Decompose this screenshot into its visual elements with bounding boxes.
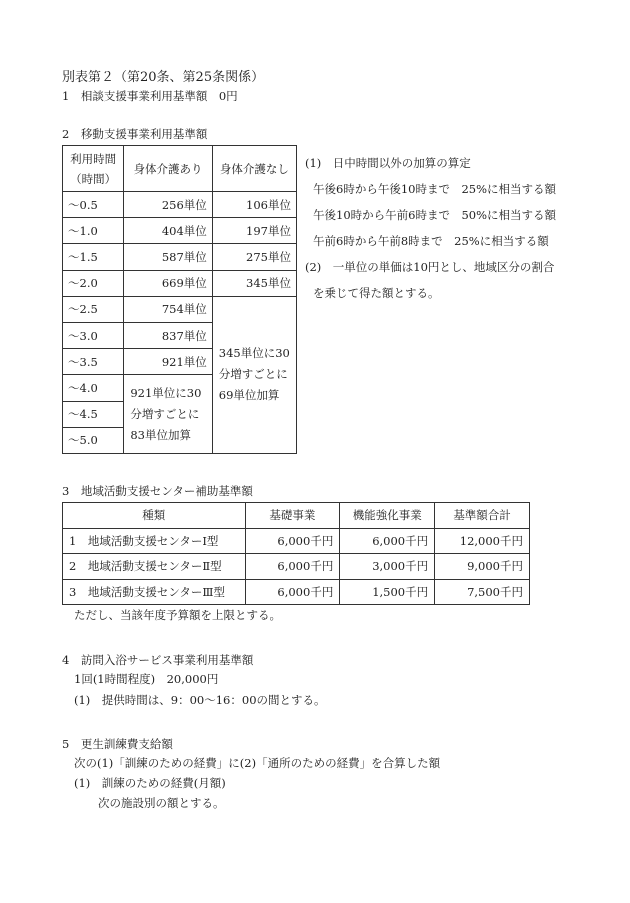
with-care-cell: 587単位 bbox=[124, 244, 212, 270]
note-line: (2) 一単位の単価は10円とし、地域区分の割合 bbox=[305, 260, 555, 274]
basic-cell: 6,000千円 bbox=[245, 528, 340, 554]
basic-cell: 6,000千円 bbox=[245, 554, 340, 580]
with-care-cell: 837単位 bbox=[124, 322, 212, 348]
header-with-care: 身体介護あり bbox=[124, 146, 212, 192]
note-line: (1) 日中時間以外の加算の算定 bbox=[305, 156, 471, 170]
activity-center-table bbox=[62, 502, 530, 605]
header-type: 種類 bbox=[63, 503, 246, 529]
with-care-cell: 921単位 bbox=[124, 349, 212, 375]
with-care-cell: 404単位 bbox=[124, 218, 212, 244]
note-line: 午後6時から午後10時まで 25%に相当する額 bbox=[313, 182, 557, 196]
mobility-support-table bbox=[62, 145, 297, 454]
section-4-heading: 4 訪問入浴サービス事業利用基準額 bbox=[62, 653, 254, 667]
with-care-cell: 256単位 bbox=[124, 192, 212, 218]
section-4-line-1: 1回(1時間程度) 20,000円 bbox=[74, 672, 219, 686]
type-cell: 1 地域活動支援センターⅠ型 bbox=[63, 528, 246, 554]
total-cell: 7,500千円 bbox=[435, 579, 530, 605]
section-2-heading: 2 移動支援事業利用基準額 bbox=[62, 127, 208, 141]
table-header-row bbox=[63, 503, 530, 529]
section-3-heading: 3 地域活動支援センター補助基準額 bbox=[62, 484, 253, 498]
type-cell: 2 地域活動支援センターⅡ型 bbox=[63, 554, 246, 580]
time-cell: 〜5.0 bbox=[63, 427, 124, 453]
time-cell: 〜3.0 bbox=[63, 322, 124, 348]
merged-line: 分増すごとに bbox=[218, 367, 288, 382]
section-4-line-2: (1) 提供時間は、9：00〜16：00の間とする。 bbox=[74, 693, 326, 707]
header-usage-time-label: 利用時間 bbox=[70, 151, 117, 166]
enhanced-cell: 6,000千円 bbox=[340, 528, 435, 554]
header-usage-time-unit: （時間） bbox=[70, 171, 117, 186]
section-5-line-2: (1) 訓練のための経費(月額) bbox=[74, 776, 226, 790]
merged-line: 83単位加算 bbox=[130, 427, 191, 442]
table-row bbox=[63, 192, 297, 218]
time-cell: 〜1.5 bbox=[63, 244, 124, 270]
note-line: を乗じて得た額とする。 bbox=[313, 286, 440, 300]
note-line: 午前6時から午前8時まで 25%に相当する額 bbox=[313, 234, 549, 248]
table-row bbox=[63, 579, 530, 605]
time-cell: 〜2.5 bbox=[63, 296, 124, 322]
total-cell: 12,000千円 bbox=[435, 528, 530, 554]
section-2-notes bbox=[305, 150, 556, 306]
merged-line: 69単位加算 bbox=[218, 388, 280, 403]
section-5-heading: 5 更生訓練費支給額 bbox=[62, 737, 173, 751]
header-total: 基準額合計 bbox=[435, 503, 530, 529]
table-row bbox=[63, 296, 297, 322]
merged-line: 921単位に30 bbox=[130, 385, 202, 400]
without-care-cell: 106単位 bbox=[212, 192, 296, 218]
without-care-cell: 345単位 bbox=[212, 270, 296, 296]
time-cell: 〜2.0 bbox=[63, 270, 124, 296]
without-care-merged-cell bbox=[212, 296, 296, 453]
total-cell: 9,000千円 bbox=[435, 554, 530, 580]
header-enhanced: 機能強化事業 bbox=[340, 503, 435, 529]
table-row bbox=[63, 554, 530, 580]
type-cell: 3 地域活動支援センターⅢ型 bbox=[63, 579, 246, 605]
merged-line: 分増すごとに bbox=[130, 406, 200, 421]
with-care-cell: 754単位 bbox=[124, 296, 212, 322]
section-3-note: ただし、当該年度予算額を上限とする。 bbox=[74, 608, 281, 622]
time-cell: 〜3.5 bbox=[63, 349, 124, 375]
header-basic: 基礎事業 bbox=[245, 503, 340, 529]
merged-line: 345単位に30 bbox=[218, 346, 290, 361]
section-1-text: 1 相談支援事業利用基準額 0円 bbox=[62, 89, 238, 103]
table-row bbox=[63, 528, 530, 554]
without-care-cell: 197単位 bbox=[212, 218, 296, 244]
section-5-line-3: 次の施設別の額とする。 bbox=[98, 796, 225, 810]
without-care-cell: 275単位 bbox=[212, 244, 296, 270]
with-care-merged-cell bbox=[124, 375, 212, 454]
table-header-row bbox=[63, 146, 297, 192]
table-row bbox=[63, 218, 297, 244]
table-row bbox=[63, 270, 297, 296]
section-5-line-1: 次の(1)「訓練のための経費」に(2)「通所のための経費」を合算した額 bbox=[74, 756, 441, 770]
table-row bbox=[63, 244, 297, 270]
with-care-cell: 669単位 bbox=[124, 270, 212, 296]
time-cell: 〜4.0 bbox=[63, 375, 124, 401]
enhanced-cell: 1,500千円 bbox=[340, 579, 435, 605]
time-cell: 〜0.5 bbox=[63, 192, 124, 218]
page-title: 別表第２（第20条、第25条関係） bbox=[62, 70, 265, 85]
note-line: 午後10時から午前6時まで 50%に相当する額 bbox=[313, 208, 557, 222]
time-cell: 〜4.5 bbox=[63, 401, 124, 427]
time-cell: 〜1.0 bbox=[63, 218, 124, 244]
enhanced-cell: 3,000千円 bbox=[340, 554, 435, 580]
basic-cell: 6,000千円 bbox=[245, 579, 340, 605]
header-without-care: 身体介護なし bbox=[212, 146, 296, 192]
header-usage-time bbox=[63, 146, 124, 192]
